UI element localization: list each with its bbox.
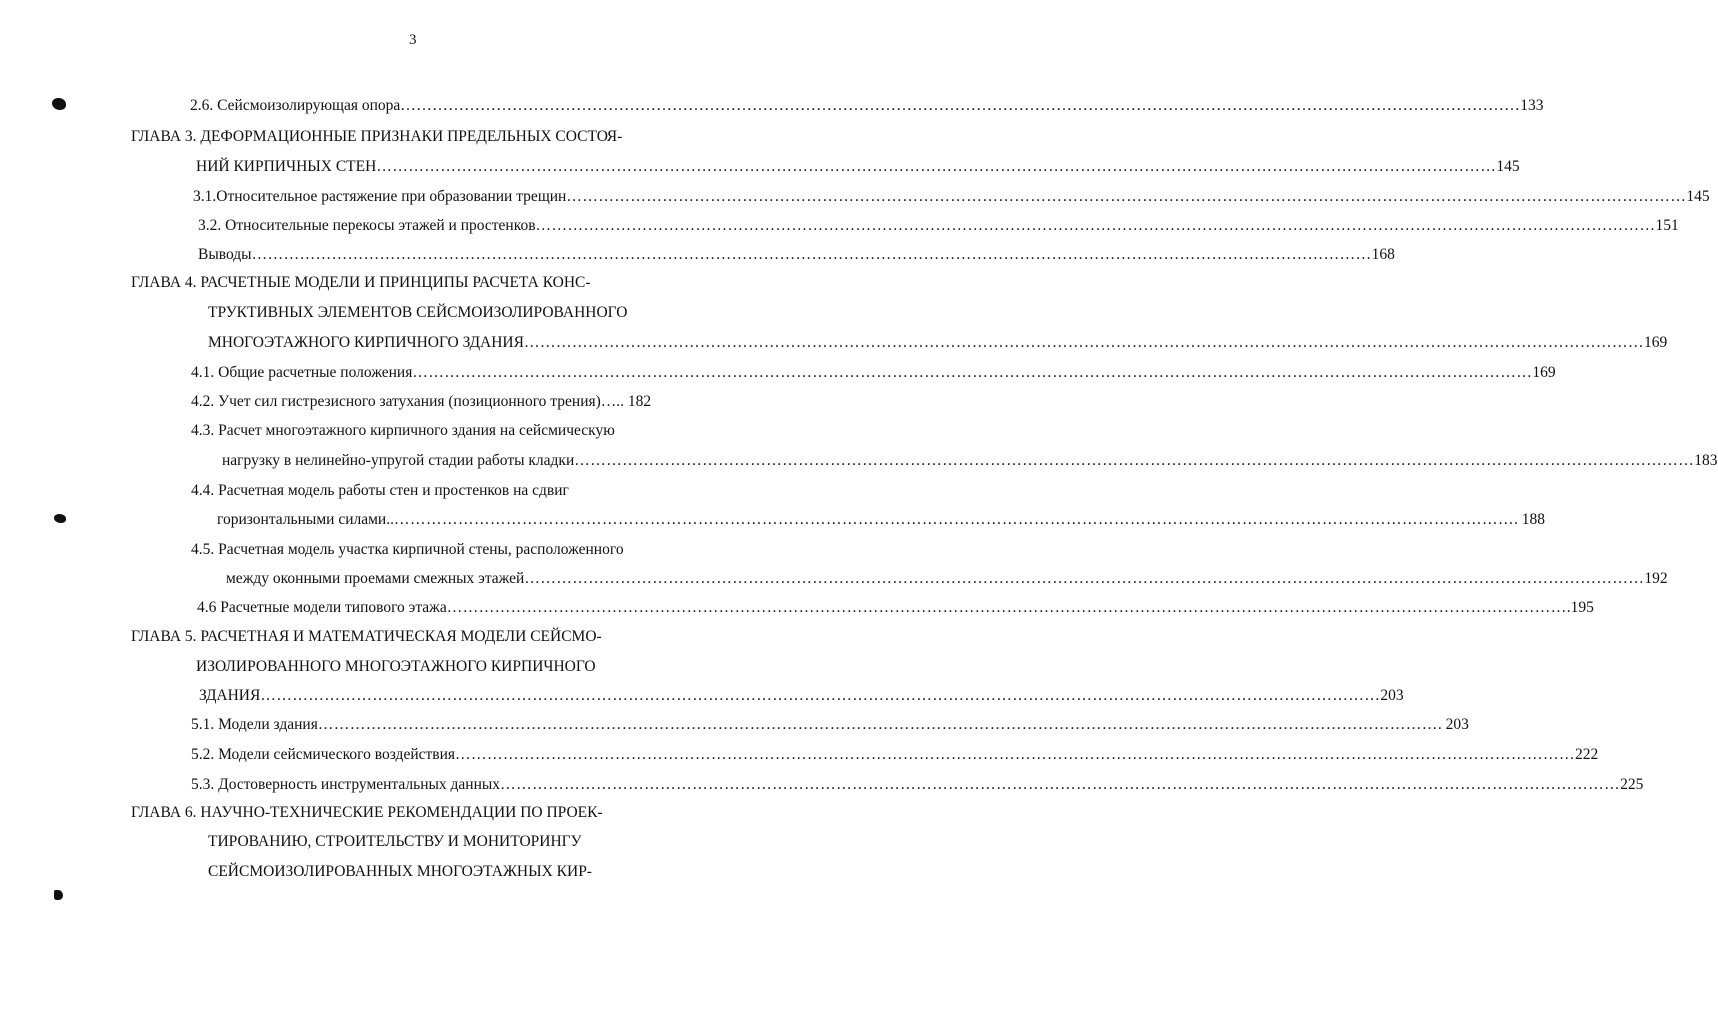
scan-blot-1 bbox=[52, 98, 66, 110]
toc-entry: между оконными проемами смежных этажей ………………………………………………………………………………………………………………………………………………………………………………………… 192 bbox=[226, 570, 1668, 587]
toc-entry: 3.2. Относительные перекосы этажей и простенков ………………………………………………………………………………………………………………………………………………………………………………………… 151 bbox=[198, 217, 1679, 234]
toc-entry: ЗДАНИЯ ………………………………………………………………………………………………………………………………………………………………………………………… 203 bbox=[199, 687, 1404, 704]
toc-entry: 5.3. Достоверность инструментальных данных ………………………………………………………………………………………………………………………………………………………………………………………… 225 bbox=[191, 776, 1644, 793]
chapter-heading: ГЛАВА 3. ДЕФОРМАЦИОННЫЕ ПРИЗНАКИ ПРЕДЕЛЬНЫХ СОСТОЯ- bbox=[131, 128, 623, 145]
toc-entry: горизонтальными силами.. ………………………………………………………………………………………………………………………………………………………………………………………… . 188 bbox=[217, 511, 1545, 528]
chapter-heading: СЕЙСМОИЗОЛИРОВАННЫХ МНОГОЭТАЖНЫХ КИР- bbox=[208, 863, 592, 880]
scan-blot-3 bbox=[54, 890, 63, 900]
toc-entry: 4.1. Общие расчетные положения ………………………………………………………………………………………………………………………………………………………………………………………… 169 bbox=[191, 364, 1556, 381]
toc-entry: 4.5. Расчетная модель участка кирпичной стены, расположенного bbox=[191, 541, 624, 558]
toc-entry: нагрузку в нелинейно-упругой стадии работы кладки ………………………………………………………………………………………………………………………………………………………………………………………… 183 bbox=[222, 452, 1718, 469]
page-number: 3 bbox=[409, 32, 417, 48]
toc-entry: 5.1. Модели здания ………………………………………………………………………………………………………………………………………………………………………………………… . 203 bbox=[191, 716, 1469, 733]
chapter-heading: ТИРОВАНИЮ, СТРОИТЕЛЬСТВУ И МОНИТОРИНГУ bbox=[208, 833, 582, 850]
chapter-heading: ГЛАВА 6. НАУЧНО-ТЕХНИЧЕСКИЕ РЕКОМЕНДАЦИИ ПО ПРОЕК- bbox=[131, 804, 603, 821]
chapter-heading: ГЛАВА 5. РАСЧЕТНАЯ И МАТЕМАТИЧЕСКАЯ МОДЕЛИ СЕЙСМО- bbox=[131, 628, 602, 645]
toc-entry: 4.3. Расчет многоэтажного кирпичного здания на сейсмическую bbox=[191, 422, 615, 439]
chapter-heading: ИЗОЛИРОВАННОГО МНОГОЭТАЖНОГО КИРПИЧНОГО bbox=[196, 658, 596, 675]
scan-blot-2 bbox=[54, 514, 66, 523]
toc-entry: 4.4. Расчетная модель работы стен и простенков на сдвиг bbox=[191, 482, 569, 499]
toc-entry: 4.6 Расчетные модели типового этажа ………………………………………………………………………………………………………………………………………………………………………………………… .195 bbox=[197, 599, 1594, 616]
toc-entry: НИЙ КИРПИЧНЫХ СТЕН ………………………………………………………………………………………………………………………………………………………………………………………… 145 bbox=[196, 158, 1520, 175]
chapter-heading: ГЛАВА 4. РАСЧЕТНЫЕ МОДЕЛИ И ПРИНЦИПЫ РАСЧЕТА КОНС- bbox=[131, 274, 591, 291]
toc-entry: 5.2. Модели сейсмического воздействия ………………………………………………………………………………………………………………………………………………………………………………………… 222 bbox=[191, 746, 1599, 763]
toc-entry: МНОГОЭТАЖНОГО КИРПИЧНОГО ЗДАНИЯ ………………………………………………………………………………………………………………………………………………………………………………………… 169 bbox=[208, 334, 1668, 351]
toc-entry: 4.2. Учет сил гистрезисного затухания (позиционного трения)….. 182 bbox=[191, 393, 652, 410]
toc-entry: Выводы ………………………………………………………………………………………………………………………………………………………………………………………… 168 bbox=[198, 246, 1395, 263]
toc-entry: 2.6. Сейсмоизолирующая опора ………………………………………………………………………………………………………………………………………………………………………………………… 133 bbox=[190, 97, 1544, 114]
toc-entry: 3.1.Относительное растяжение при образовании трещин ………………………………………………………………………………………………………………………………………………………………………………………… 145 bbox=[193, 188, 1710, 205]
chapter-heading: ТРУКТИВНЫХ ЭЛЕМЕНТОВ СЕЙСМОИЗОЛИРОВАННОГО bbox=[208, 304, 628, 321]
